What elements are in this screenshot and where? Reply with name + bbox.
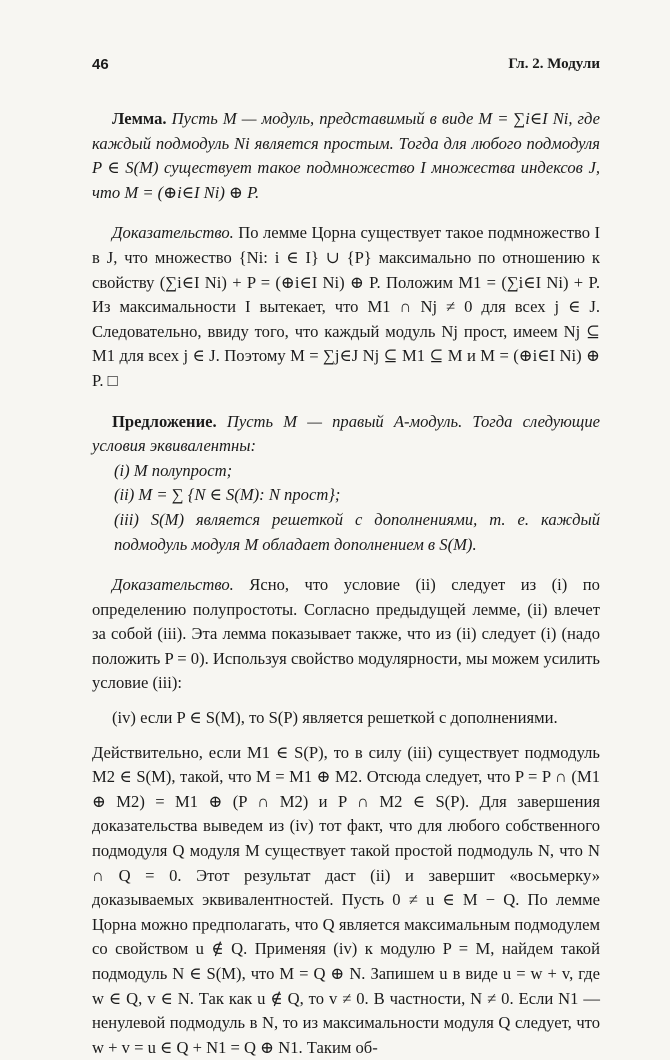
proof-2-text-1: Ясно, что условие (ii) следует из (i) по определению полупростоты. Согласно предыдущей лемме, (ii) влечет за собой (iii). Эта лемма показывает также, что из (ii) следует (i) (надо положить P = 0). Используя свойство модулярности, мы можем усилить условие (iii):: [92, 575, 600, 693]
page-number: 46: [92, 56, 109, 73]
condition-iv: (iv) если P ∈ S(M), то S(P) является решеткой с дополнениями.: [112, 708, 558, 728]
proof-1-text: По лемме Цорна существует такое подмножество I в J, что множество {Ni: i ∈ I} ∪ {P} максимально по отношению к свойству (∑i∈I Ni) + P = (⊕i∈I Ni) ⊕ P. Положим M1 = (∑i∈I Ni) + P. Из максимальности I вытекает, что M1 ∩ Nj ≠ 0 для всех j ∈ J. Следовательно, ввиду того, что каждый модуль Nj прост, имеем Nj ⊆ M1 для всех j ∈ J. Поэтому M = ∑j∈J Nj ⊆ M1 ⊆ M и M = (⊕i∈I Ni) ⊕ P. □: [92, 223, 600, 390]
proof-2-block: [92, 573, 600, 1060]
condition-i: (i) M полупрост;: [114, 460, 233, 480]
lemma-paragraph: [92, 107, 600, 205]
proof-2-label: Доказательство.: [112, 575, 234, 595]
proposition-paragraph: [92, 410, 600, 459]
page-header: [92, 56, 600, 73]
chapter-title: Гл. 2. Модули: [508, 56, 600, 72]
proposition-text: Пусть M — правый A-модуль. Тогда следующие условия эквивалентны:: [92, 411, 600, 456]
condition-iii: (iii) S(M) является решеткой с дополнениями, т. е. каждый подмодуль модуля M обладает дополнением в S(M).: [114, 509, 600, 554]
lemma-text: Пусть M — модуль, представимый в виде M = ∑i∈I Ni, где каждый подмодуль Ni является простым. Тогда для любого подмодуля P ∈ S(M) существует такое подмножество I множества индексов J, что M = (⊕i∈I Ni) ⊕ P.: [92, 109, 600, 202]
proposition-block: [92, 410, 600, 558]
proof-2-paragraph-2: Действительно, если M1 ∈ S(P), то в силу (iii) существует подмодуль M2 ∈ S(M), такой, что M = M1 ⊕ M2. Отсюда следует, что P = P ∩ (M1 ⊕ M2) = M1 ⊕ (P ∩ M2) и P ∩ M2 ∈ S(P). Для завершения доказательства выведем из (iv) тот факт, что для любого собственного подмодуля Q модуля M существует такой простой подмодуль N, что N ∩ Q = 0. Этот результат даст (ii) и завершит «восьмерку» доказываемых эквивалентностей. Пусть 0 ≠ u ∈ M − Q. По лемме Цорна можно предполагать, что Q является максимальным подмодулем со свойством u ∉ Q. Применяя (iv) к модулю P = M, найдем такой подмодуль N ∈ S(M), что M = Q ⊕ N. Запишем u в виде u = w + v, где w ∈ Q, v ∈ N. Так как u ∉ Q, то v ≠ 0. В частности, N ≠ 0. Если N1 — ненулевой подмодуль в N, то из максимальности модуля Q следует, что w + v = u ∈ Q + N1 = Q ⊕ N1. Таким об-: [92, 742, 600, 1057]
lemma-title: Лемма.: [112, 109, 167, 128]
condition-ii: (ii) M = ∑ {N ∈ S(M): N прост};: [114, 485, 341, 505]
proof-2-paragraph-1: [92, 573, 600, 696]
proof-1-paragraph: [92, 221, 600, 393]
proof-1-label: Доказательство.: [112, 223, 234, 243]
proposition-conditions: [92, 459, 600, 557]
proposition-title: Предложение.: [112, 411, 217, 431]
lemma-block: [92, 107, 600, 205]
proof-1-block: [92, 221, 600, 393]
